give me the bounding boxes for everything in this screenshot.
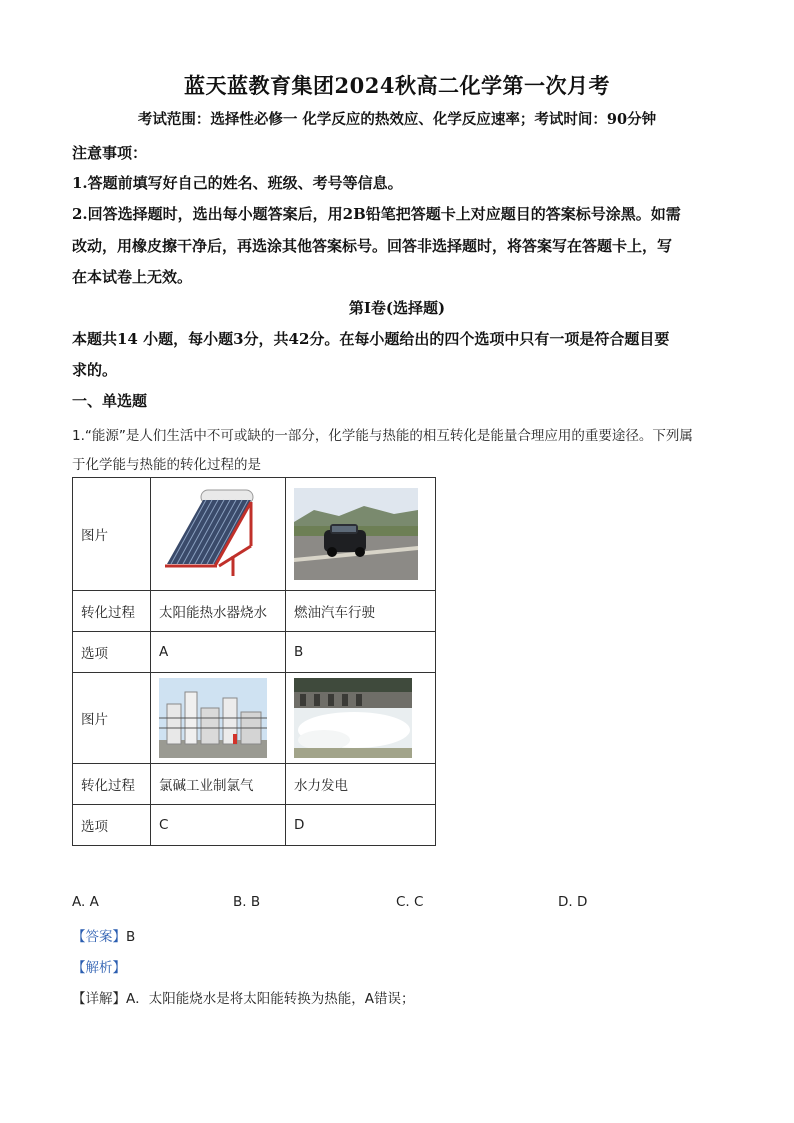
exam-title: 蓝天蓝教育集团2024秋高二化学第一次月考 [184,73,610,98]
table-row [73,632,436,673]
table-cell-image-d [286,673,436,764]
table-cell-image-b [286,478,436,591]
notice-item-2-line-3: 在本试卷上无效。 [72,268,193,286]
table-cell-process-a: 太阳能热水器烧水 [151,591,286,632]
detail-line [72,987,414,1007]
solar-water-heater-image [159,488,259,580]
answer-tag: 【答案】 [72,929,126,945]
table-cell-process-b: 燃油汽车行驶 [286,591,436,632]
table-row [73,805,436,846]
exam-scope: 考试范围：选择性必修一 化学反应的热效应、化学反应速率；考试时间：90分钟 [137,111,657,128]
detail-tag: 【详解】 [72,991,126,1007]
table-cell-label: 图片 [73,673,151,764]
table-cell-option-a: A [151,632,286,673]
answer-line [72,925,135,945]
part-title: 一、单选题 [72,392,148,410]
choice-b: B. B [233,894,261,910]
notice-item-1: 1.答题前填写好自己的姓名、班级、考号等信息。 [72,174,403,192]
choice-a: A. A [72,894,99,910]
car-driving-image [294,488,418,580]
table-cell-label: 选项 [73,805,151,846]
choice-d: D. D [558,894,588,910]
table-cell-label: 图片 [73,478,151,591]
table-cell-image-c [151,673,286,764]
analysis-tag: 【解析】 [72,960,126,976]
table-row [73,591,436,632]
answer-value: B [126,929,136,945]
table-cell-option-d: D [286,805,436,846]
table-cell-label: 转化过程 [73,764,151,805]
section-title: 第Ⅰ卷(选择题) [348,299,446,317]
hydropower-dam-image [294,678,412,758]
table-cell-option-b: B [286,632,436,673]
table-cell-label: 转化过程 [73,591,151,632]
table-row [73,478,436,591]
notice-item-2-line-1: 2.回答选择题时，选出每小题答案后，用2B铅笔把答题卡上对应题目的答案标号涂黑。如需 [72,205,681,223]
table-cell-process-d: 水力发电 [286,764,436,805]
section-desc-line-2: 求的。 [72,361,118,379]
chlor-alkali-plant-image [159,678,267,758]
table-row [73,673,436,764]
question-stem-line-1: 1.“能源”是人们生活中不可或缺的一部分，化学能与热能的相互转化是能量合理应用的重要途径。下列属 [72,428,693,444]
section-desc-line-1: 本题共14 小题，每小题3分，共42分。在每小题给出的四个选项中只有一项是符合题目要 [72,330,670,348]
table-cell-process-c: 氯碱工业制氯气 [151,764,286,805]
question-stem-line-2: 于化学能与热能的转化过程的是 [72,457,261,473]
notice-item-2-line-2: 改动，用橡皮擦干净后，再选涂其他答案标号。回答非选择题时，将答案写在答题卡上，写 [72,237,673,255]
table-cell-label: 选项 [73,632,151,673]
choice-c: C. C [396,894,424,910]
notice-heading: 注意事项： [72,144,148,162]
analysis-line [72,956,126,976]
detail-text: A．太阳能烧水是将太阳能转换为热能，A错误； [126,991,415,1007]
options-table [72,477,436,846]
table-row [73,764,436,805]
table-cell-option-c: C [151,805,286,846]
table-cell-image-a [151,478,286,591]
